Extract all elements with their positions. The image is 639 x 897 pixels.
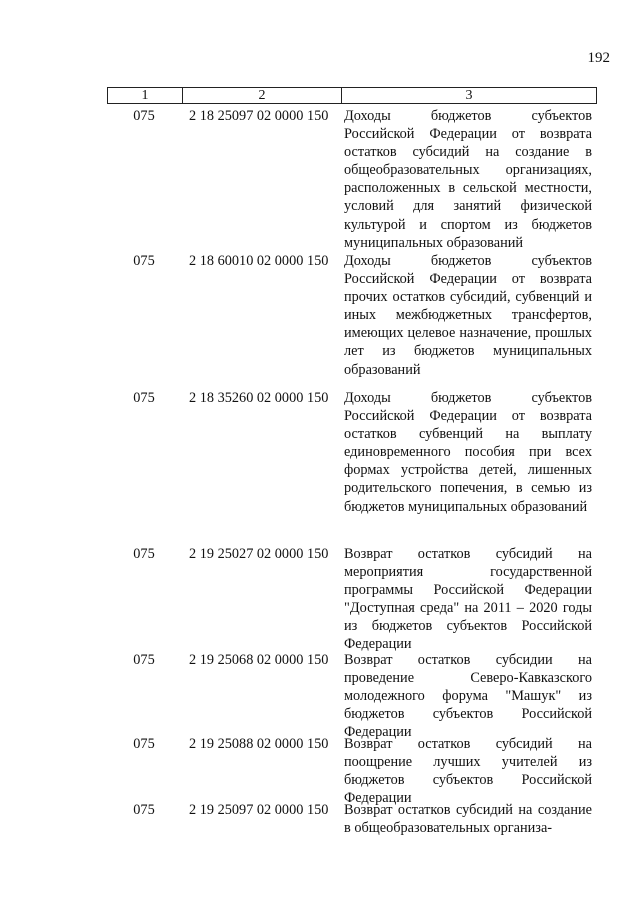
column-header-3: 3 bbox=[341, 88, 596, 103]
page-number: 192 bbox=[587, 50, 610, 66]
table-row bbox=[107, 105, 597, 250]
income-name-cell: Доходы бюджетов субъектов Российской Федерации от возврата остатков субсидий на создание в общеобразовательных организациях, расположенных в сельской местности, условий для занятий физической культурой и спортом из бюджетов муниципальных образований bbox=[344, 108, 592, 251]
income-name-cell: Доходы бюджетов субъектов Российской Федерации от возврата остатков субвенций на выплату единовременного пособия при всех формах устройства детей, лишенных родительского попечения, в семью из бюджетов муниципальных образований bbox=[344, 390, 592, 515]
table-row bbox=[107, 649, 597, 741]
budget-code-cell: 2 19 25027 02 0000 150 bbox=[189, 546, 329, 562]
admin-code-cell: 075 bbox=[133, 802, 155, 818]
column-header-1: 1 bbox=[141, 88, 149, 103]
admin-code-cell: 075 bbox=[133, 253, 155, 269]
income-name-cell: Доходы бюджетов субъектов Российской Федерации от возврата прочих остатков субсидий, субвенций и иных межбюджетных трансфертов, имеющих целевое назначение, прошлых лет из бюджетов муниципальных образований bbox=[344, 253, 592, 378]
column-header-2: 2 bbox=[182, 88, 341, 103]
table-row bbox=[107, 250, 597, 387]
income-name-cell: Возврат остатков субсидий на поощрение лучших учителей из бюджетов субъектов Российской Федерации bbox=[344, 736, 592, 807]
admin-code-cell: 075 bbox=[133, 108, 155, 124]
income-name-cell: Возврат остатков субсидии на проведение Северо-Кавказского молодежного форума "Машук" из бюджетов субъектов Российской Федерации bbox=[344, 652, 592, 741]
admin-code-cell: 075 bbox=[133, 390, 155, 406]
budget-code-cell: 2 19 25068 02 0000 150 bbox=[189, 652, 329, 668]
budget-code-cell: 2 18 35260 02 0000 150 bbox=[189, 390, 329, 406]
admin-code-cell: 075 bbox=[133, 736, 155, 752]
table-body bbox=[107, 105, 597, 859]
budget-code-cell: 2 19 25088 02 0000 150 bbox=[189, 736, 329, 752]
table-row bbox=[107, 543, 597, 653]
admin-code-cell: 075 bbox=[133, 546, 155, 562]
budget-code-cell: 2 18 25097 02 0000 150 bbox=[189, 108, 329, 124]
table-row bbox=[107, 733, 597, 807]
budget-code-cell: 2 18 60010 02 0000 150 bbox=[189, 253, 329, 269]
income-name-cell: Возврат остатков субсидий на мероприятия государственной программы Российской Федерации "Доступная среда" на 2011 – 2020 годы из бюджетов субъектов Российской Федерации bbox=[344, 546, 592, 653]
table-row bbox=[107, 387, 597, 543]
table-header bbox=[107, 87, 597, 104]
income-name-cell: Возврат остатков субсидий на создание в общеобразовательных организа- bbox=[344, 802, 592, 837]
table-row bbox=[107, 799, 597, 859]
admin-code-cell: 075 bbox=[133, 652, 155, 668]
budget-code-cell: 2 19 25097 02 0000 150 bbox=[189, 802, 329, 818]
